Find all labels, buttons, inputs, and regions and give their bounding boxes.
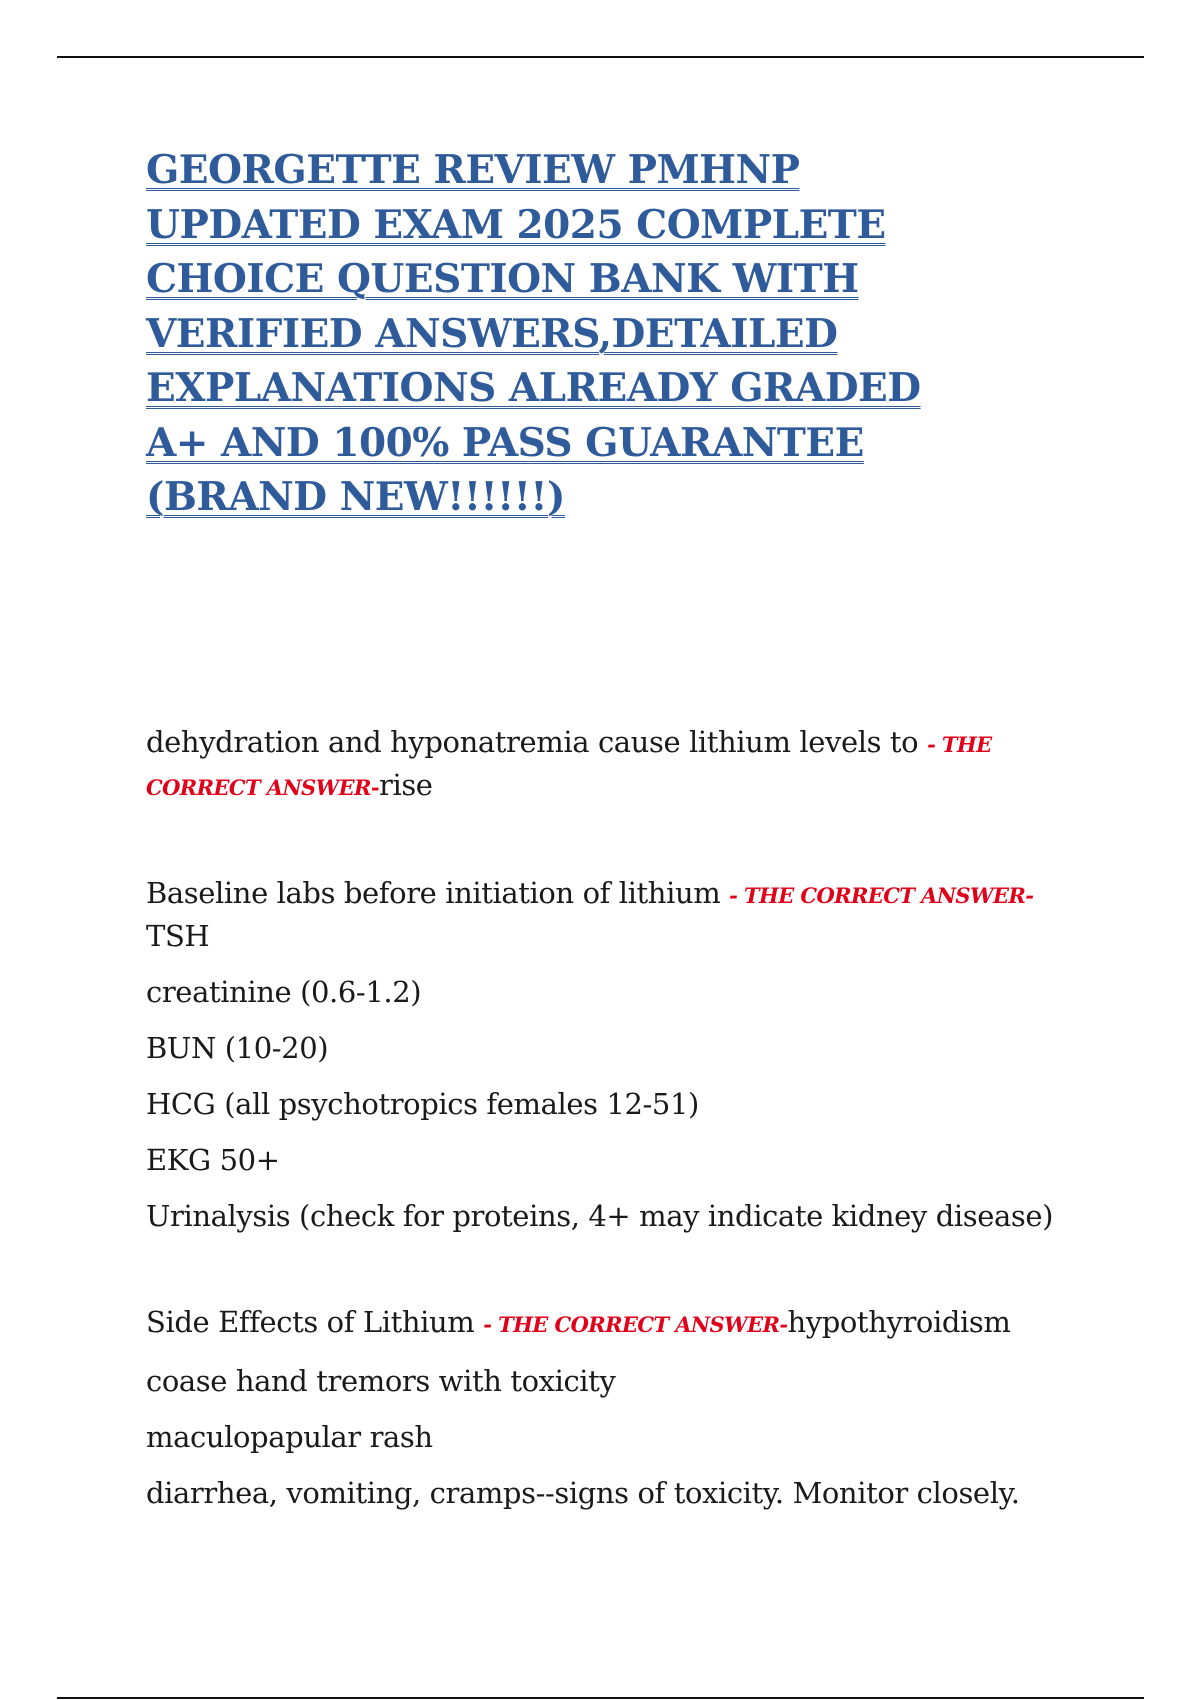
answer-text: coase hand tremors with toxicity	[146, 1364, 616, 1398]
title-line: UPDATED EXAM 2025 COMPLETE	[146, 201, 886, 248]
qa-item-1	[146, 722, 1066, 808]
question-text: Baseline labs before initiation of lithium	[146, 876, 721, 910]
answer-tag: - THE	[927, 732, 992, 757]
question-line	[146, 722, 1066, 765]
title-line: A+ AND 100% PASS GUARANTEE	[146, 419, 864, 466]
answer-text: diarrhea, vomiting, cramps--signs of toxicity. Monitor closely.	[146, 1476, 1020, 1510]
answer-text: TSH	[146, 919, 210, 953]
header-rule	[57, 56, 1144, 58]
question-line	[146, 873, 1066, 916]
title-line: EXPLANATIONS ALREADY GRADED	[146, 365, 921, 411]
question-text: Side Effects of Lithium	[146, 1305, 475, 1339]
answer-text: hypothyroidism	[787, 1305, 1011, 1339]
title-line: VERIFIED ANSWERS,DETAILED	[146, 310, 838, 357]
footer-rule	[57, 1697, 1144, 1699]
document-title	[146, 143, 1046, 525]
answer-tag: - THE CORRECT ANSWER-	[729, 883, 1034, 908]
title-line: GEORGETTE REVIEW PMHNP	[146, 147, 800, 193]
answer-tag: - THE CORRECT ANSWER-	[483, 1312, 788, 1337]
qa-item-3	[146, 1302, 1066, 1513]
answer-text: creatinine (0.6-1.2)	[146, 975, 422, 1009]
answer-line	[146, 765, 1066, 808]
qa-item-2	[146, 873, 1066, 1236]
question-text: dehydration and hyponatremia cause lithium levels to	[146, 725, 919, 759]
answer-text: maculopapular rash	[146, 1420, 433, 1454]
answer-text: HCG (all psychotropics females 12-51)	[146, 1087, 699, 1121]
title-line: (BRAND NEW!!!!!!)	[146, 474, 565, 520]
title-line: CHOICE QUESTION BANK WITH	[146, 256, 859, 302]
answer-text: EKG 50+	[146, 1143, 280, 1177]
answer-tag: CORRECT ANSWER-	[146, 775, 379, 800]
answer-text: Urinalysis (check for proteins, 4+ may indicate kidney disease)	[146, 1199, 1054, 1233]
answer-text: BUN (10-20)	[146, 1031, 329, 1065]
answer-text: rise	[378, 768, 433, 802]
question-line	[146, 1302, 1066, 1345]
